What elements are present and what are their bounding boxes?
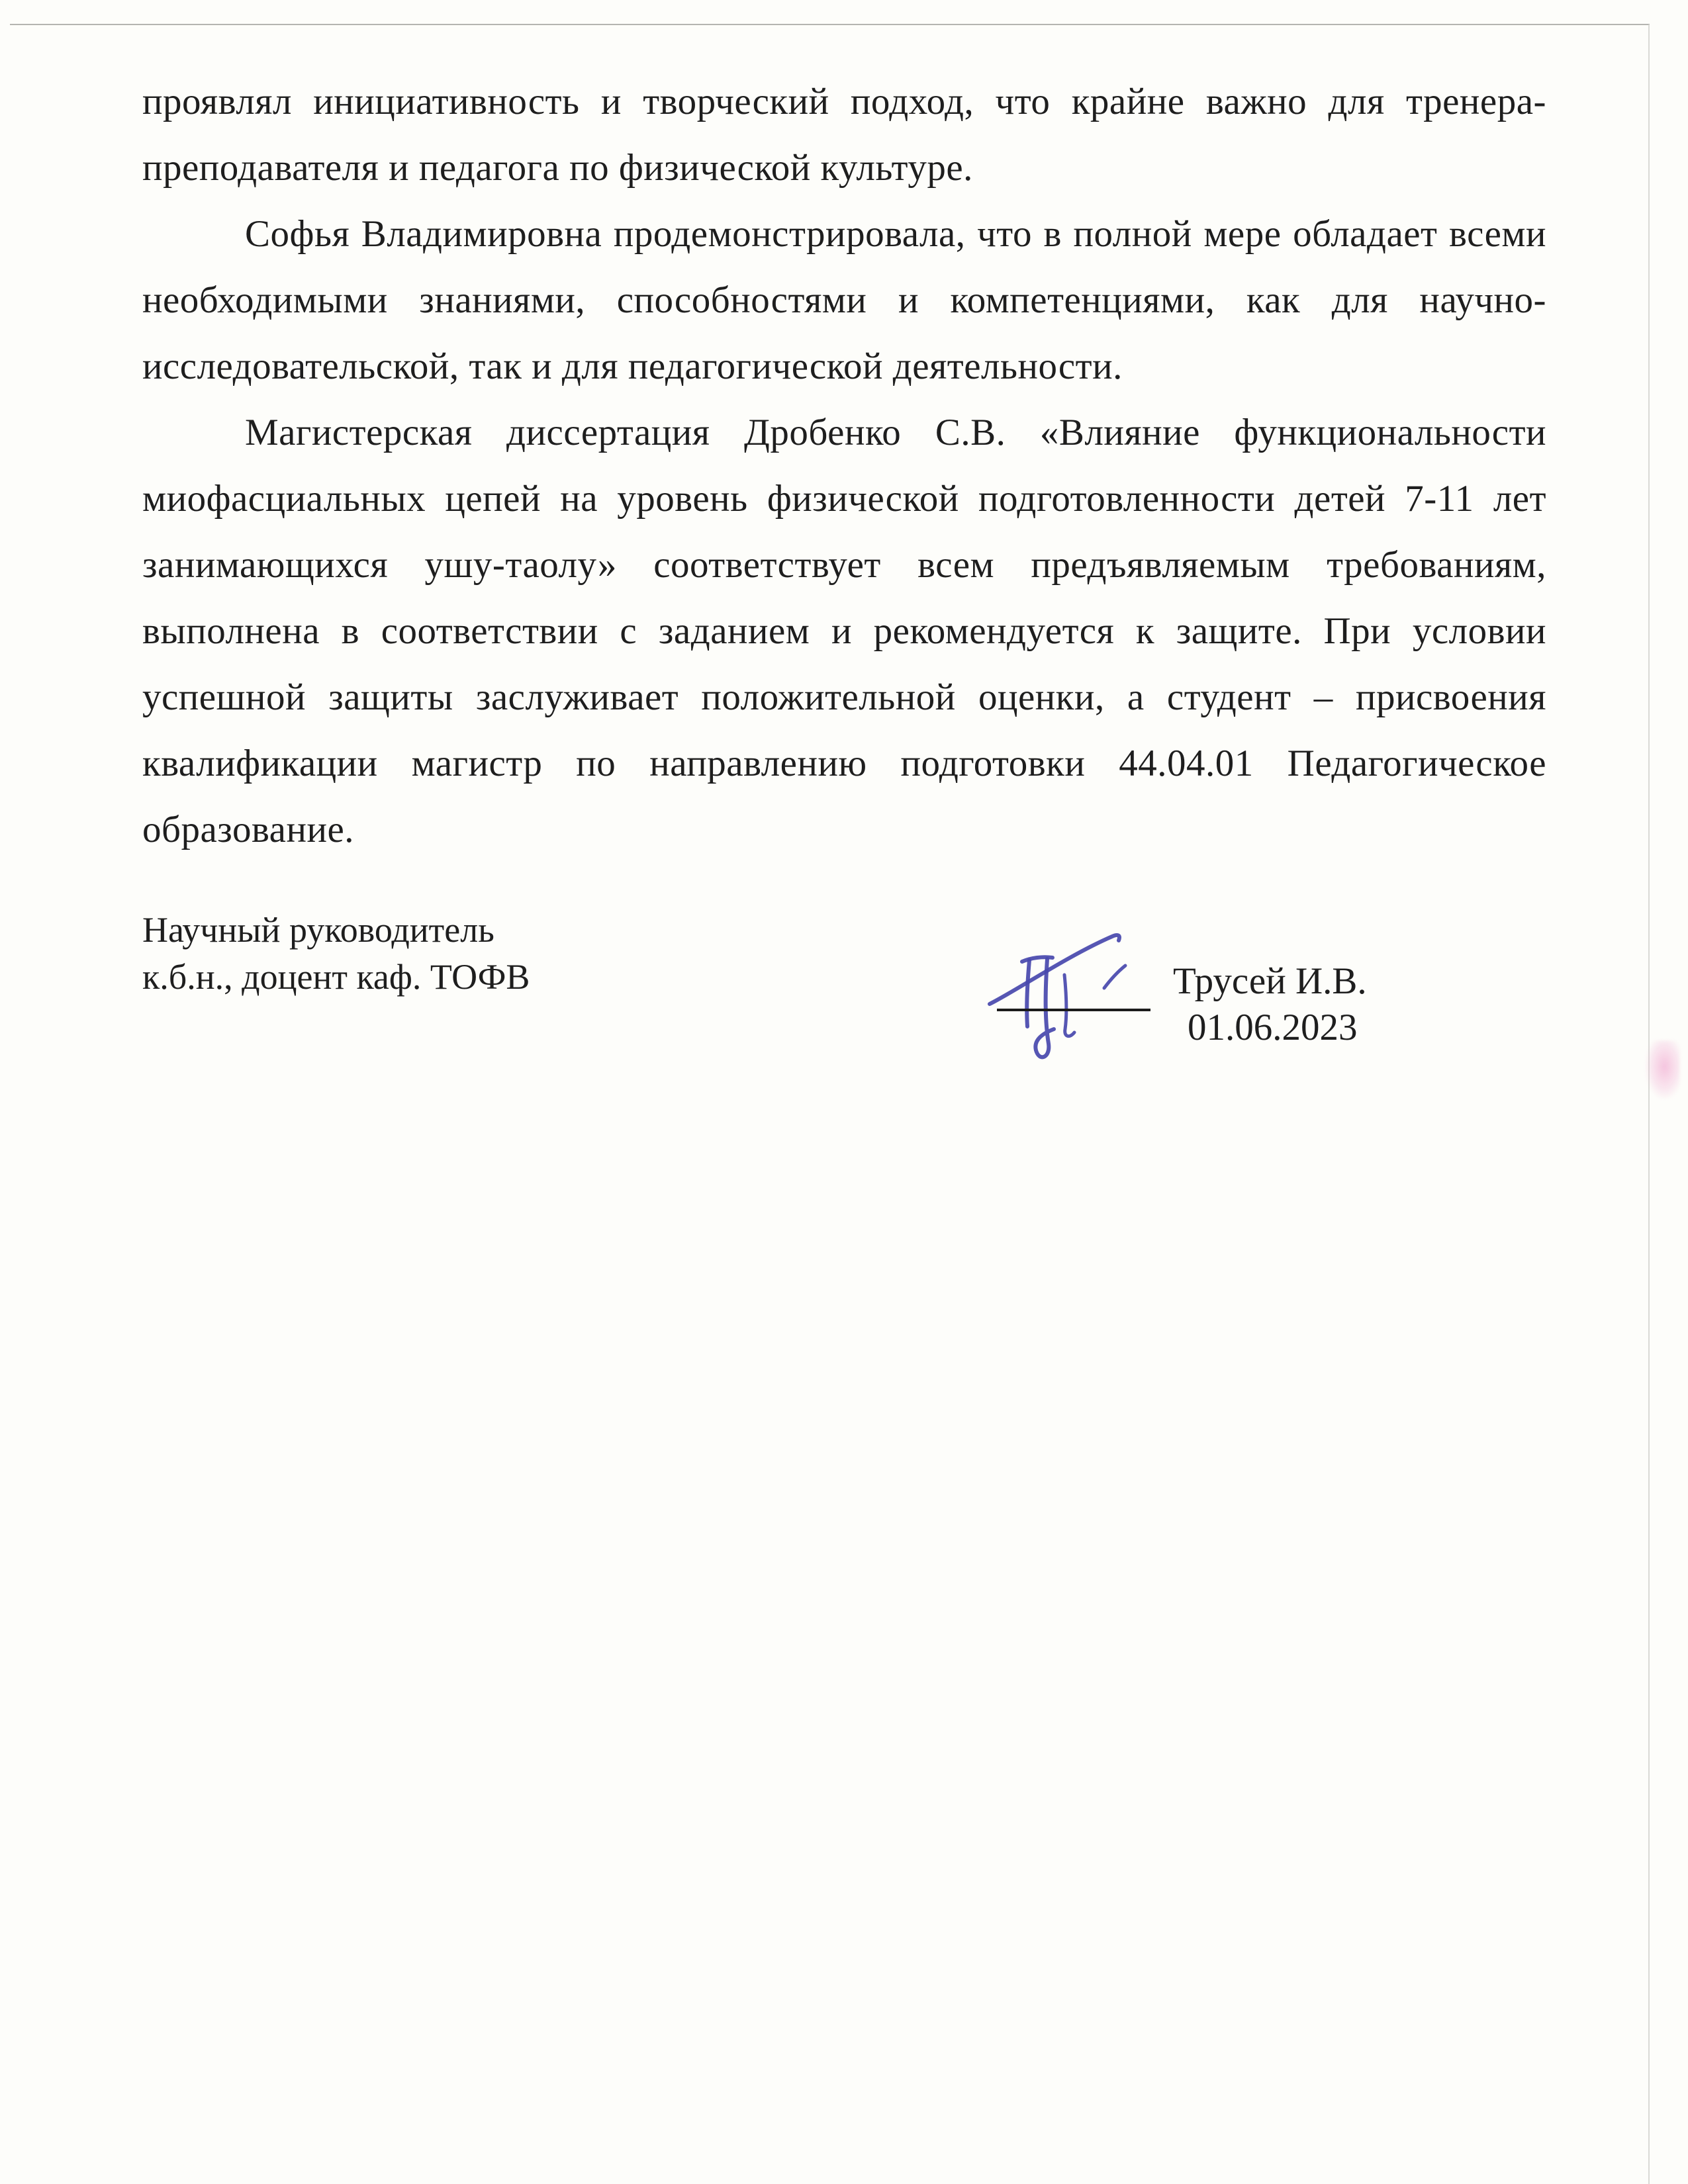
review-body-text — [142, 69, 1546, 863]
body-text-line: успешной защиты заслуживает положительной оценки, а студент – присвоения — [142, 676, 1546, 718]
body-text-line: миофасциальных цепей на уровень физической подготовленности детей 7-11 лет — [142, 478, 1546, 520]
body-text-line: проявлял инициативность и творческий подход, что крайне важно для тренера- — [142, 81, 1546, 122]
supervisor-degree-line: к.б.н., доцент каф. ТОФВ — [142, 957, 530, 997]
supervisor-role-block — [142, 907, 530, 1001]
body-text-line: Софья Владимировна продемонстрировала, что в полной мере обладает всеми — [245, 213, 1546, 255]
scan-edge-right-line — [1648, 24, 1650, 2184]
signature-date: 01.06.2023 — [1188, 1007, 1358, 1048]
body-text-line: занимающихся ушу-таолу» соответствует всем предъявляемым требованиям, — [142, 544, 1546, 586]
scan-pink-smudge — [1646, 1040, 1680, 1099]
scan-edge-top-line — [10, 24, 1650, 25]
signature-line — [997, 1009, 1150, 1011]
body-text-line: образование. — [142, 809, 355, 850]
body-text-line: квалификации магистр по направлению подготовки 44.04.01 Педагогическое — [142, 743, 1546, 784]
body-text-line: исследовательской, так и для педагогической деятельности. — [142, 345, 1123, 387]
body-text-line: выполнена в соответствии с заданием и рекомендуется к защите. При условии — [142, 610, 1546, 652]
body-text-line: необходимыми знаниями, способностями и компетенциями, как для научно- — [142, 279, 1546, 321]
supervisor-role-line: Научный руководитель — [142, 910, 494, 950]
handwritten-signature-icon — [953, 897, 1178, 1069]
signer-name: Трусей И.В. — [1173, 960, 1367, 1002]
body-text-line: Магистерская диссертация Дробенко С.В. «Влияние функциональности — [245, 412, 1546, 453]
body-text-line: преподавателя и педагога по физической культуре. — [142, 147, 973, 189]
signer-block — [1173, 958, 1367, 1051]
